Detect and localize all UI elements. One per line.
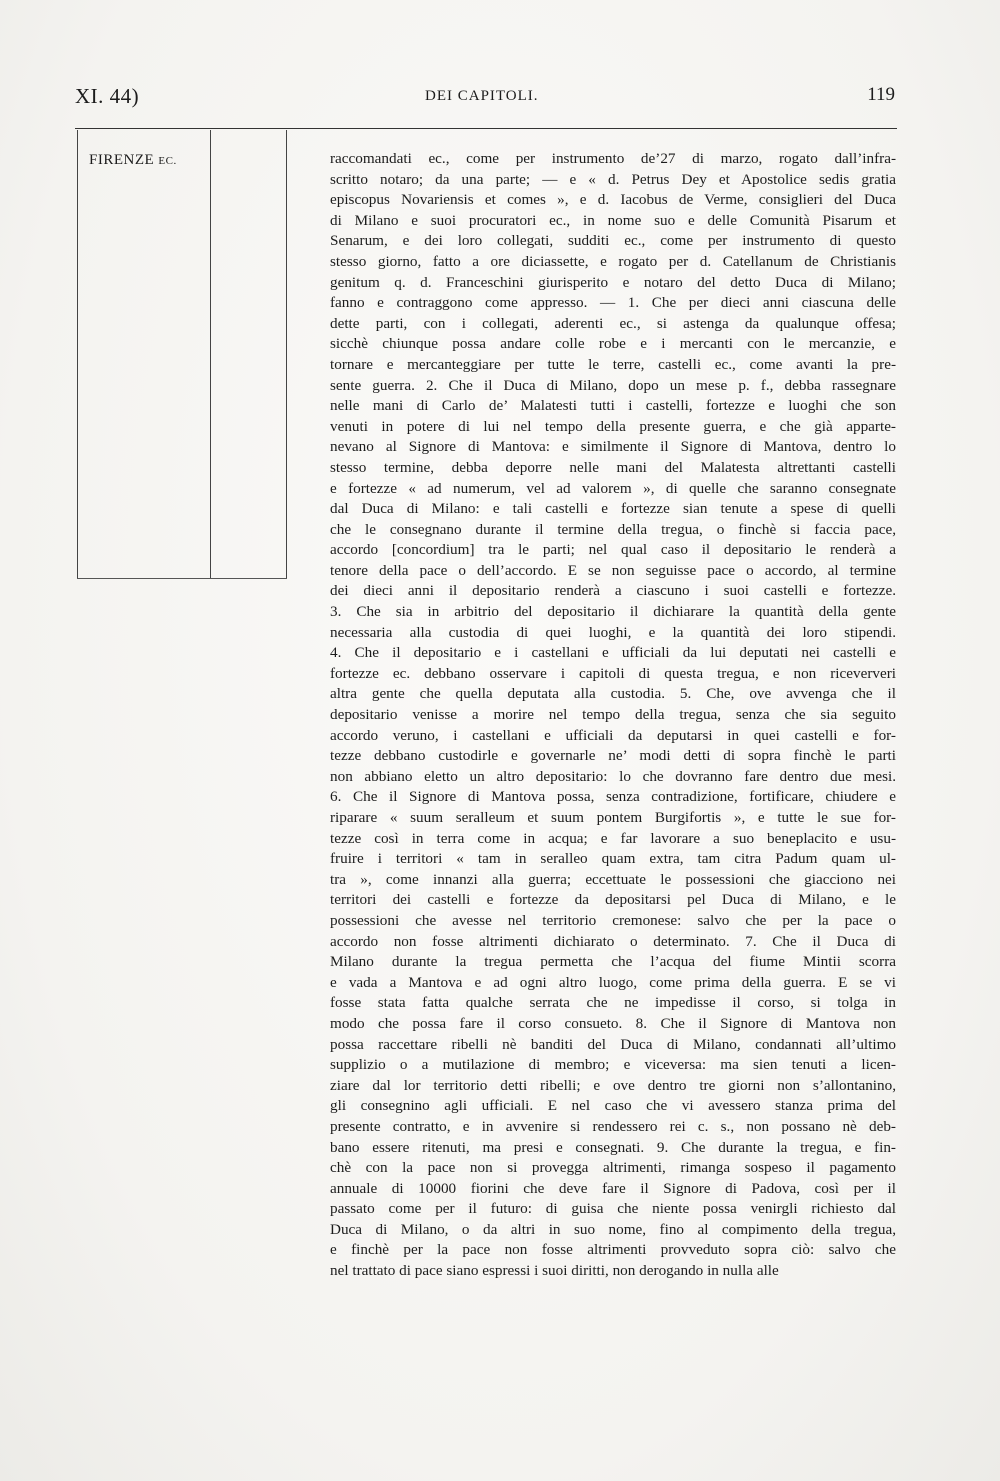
body-line: dal Duca di Milano: e tali castelli e fortezze sian tenute a spese di quelli <box>330 500 896 518</box>
body-line: episcopus Novariensis et comes », e d. Iacobus de Verme, consiglieri del Duca <box>330 191 896 209</box>
body-line: fanno e contraggono come appresso. — 1. Che per dieci anni ciascuna delle <box>330 294 896 312</box>
body-line: e finchè per la pace non fosse altrimenti provveduto sopra ciò: salvo che <box>330 1241 896 1259</box>
body-line: venuti in potere di lui nel tempo della presente guerra, e che già apparte- <box>330 417 896 435</box>
body-line: e vada a Mantova e ad ogni altro luogo, come prima della guerra. E se vi <box>330 973 896 991</box>
column-divider-left <box>77 130 78 578</box>
body-line: necessaria alla custodia di quei luoghi, e la quantità dei loro stipendi. <box>330 623 896 641</box>
body-line: non abbiano eletto un altro depositario: lo che dovranno fare dentro due mesi. <box>330 767 896 785</box>
column-divider-right <box>286 130 287 578</box>
sidebar-label <box>89 152 177 169</box>
body-line: bano essere ritenuti, ma presi e consegnati. 9. Che durante la tregua, e fin- <box>330 1138 896 1156</box>
body-line: depositario venisse a morire nel tempo della tregua, senza che sia seguito <box>330 706 896 724</box>
page-header <box>75 78 895 118</box>
header-volume-ref: XI. 44) <box>75 84 140 108</box>
header-rule <box>75 128 897 129</box>
body-line: riparare « suum seralleum et suum pontem Burgifortis », e tutte le sue for- <box>330 809 896 826</box>
body-line: fosse stata fatta qualche serrata che ne impedisse il corso, si tolga in <box>330 994 896 1012</box>
body-line: dette parti, con i collegati, aderenti ec., si astenga da qualunque offesa; <box>330 314 896 332</box>
header-title: DEI CAPITOLI. <box>425 88 539 104</box>
body-line: nevano al Signore di Mantova: e similmente il Signore di Mantova, dentro lo <box>330 438 896 456</box>
body-line: tezze così in terra come in acqua; e far lavorare a suo beneplacito e usu- <box>330 829 896 847</box>
body-line: gli consegnino agli ufficiali. E nel caso che vi avessero stanza prima del <box>330 1097 896 1115</box>
sidebar-label-abbrev: EC. <box>158 155 177 167</box>
body-line: altra gente che quella deputata alla custodia. 5. Che, ove avvenga che il <box>330 685 896 703</box>
body-line: possessioni che avesse nel territorio cremonese: salvo che per la pace o <box>330 911 896 929</box>
body-line: ziare dal lor territorio detti ribelli; e ove dentro tre giorni non s’allontanino, <box>330 1076 896 1094</box>
body-text <box>330 149 896 1282</box>
body-line: modo che possa fare il corso consueto. 8. Che il Signore di Mantova non <box>330 1014 896 1032</box>
body-line: tornare e mercanteggiare per tutte le terre, castelli ec., come avanti la pre- <box>330 355 896 373</box>
body-line: tra », come innanzi alla guerra; eccettuate le possessioni che giacciono nei <box>330 870 896 888</box>
body-line: Senarum, e dei loro collegati, sudditi ec., come per instrumento di questo <box>330 232 896 250</box>
body-line: accordo non fosse altrimenti dichiarato o determinato. 7. Che il Duca di <box>330 932 896 950</box>
body-line: e fortezze « ad numerum, vel ad valorem », di quelle che saranno consegnate <box>330 479 896 497</box>
body-line: chè con la pace non si provegga altrimenti, rimanga sospeso il pagamento <box>330 1159 896 1177</box>
body-line: scritto notaro; da una parte; — e « d. Petrus Dey et Apostolice sedis gratia <box>330 170 896 188</box>
body-line: tezze debbano custodirle e governarle ne’ modi detti di sopra finchè le parti <box>330 747 896 765</box>
body-line: raccomandati ec., come per instrumento de’27 di marzo, rogato dall’infra- <box>330 150 896 167</box>
body-line: territori dei castelli e fortezze da depositarsi pel Duca di Milano, e le <box>330 891 896 909</box>
column-divider-middle <box>210 130 211 578</box>
body-line: 3. Che sia in arbitrio del depositario il dichiarare la quantità della gente <box>330 603 896 621</box>
body-line: sente guerra. 2. Che il Duca di Milano, dopo un mese p. f., debba rassegnare <box>330 376 896 394</box>
body-line: supplizio o a mutilazione di membro; e viceversa: ma sien tenuti a licen- <box>330 1056 896 1074</box>
body-line: tenore della pace o dell’accordo. E se non seguisse pace o accordo, al termine <box>330 561 896 579</box>
sidebar-bottom-rule <box>77 578 287 579</box>
body-line: dei dieci anni il depositario renderà a ciascuno i suoi castelli e fortezze. <box>330 582 896 600</box>
body-line: che le consegnano durante il termine della tregua, o finchè si faccia pace, <box>330 520 896 538</box>
body-line: 4. Che il depositario e i castellani e ufficiali da lui deputati nei castelli e <box>330 644 896 662</box>
body-line: passato come per il futuro: di guisa che niente possa venirgli richiesto dal <box>330 1200 896 1218</box>
body-line: Duca di Milano, o da altri in suo nome, fino al compimento della tregua, <box>330 1220 896 1238</box>
sidebar-label-main: FIRENZE <box>89 152 155 168</box>
page-number: 119 <box>867 84 895 105</box>
body-line: stesso termine, debba deporre nelle mani del Malatesta altrettanti castelli <box>330 458 896 476</box>
body-line: fortezze ec. debbano osservare i capitoli di questa tregua, e non riceververi <box>330 664 896 682</box>
body-line: possa raccettare ribelli nè banditi del Duca di Milano, condannati all’ultimo <box>330 1035 896 1053</box>
body-line: sicchè chiunque possa andare colle robe e i mercanti con le mercanzie, e <box>330 335 896 353</box>
body-line: nel trattato di pace siano espressi i suoi diritti, non derogando in nulla alle <box>330 1262 779 1280</box>
body-line: nelle mani di Carlo de’ Malatesti tutti i castelli, fortezze e luoghi che son <box>330 397 896 415</box>
body-line: 6. Che il Signore di Mantova possa, senza contradizione, fortificare, chiudere e <box>330 788 896 806</box>
body-line: fruire i territori « tam in seralleo quam extra, tam citra Padum quam ul- <box>330 850 896 868</box>
body-line: di Milano e suoi procuratori ec., in nome suo e delle Comunità Pisarum et <box>330 211 896 229</box>
body-line: Milano durante la tregua permetta che l’acqua del fiume Mintii scorra <box>330 953 896 971</box>
body-line: accordo veruno, i castellani e ufficiali da deputarsi in quei castelli e for- <box>330 726 896 744</box>
body-line: annuale di 10000 fiorini che deve fare il Signore di Padova, così per il <box>330 1179 896 1197</box>
body-line: stesso giorno, fatto a ore diciassette, e rogato per d. Catellanum de Christianis <box>330 252 896 270</box>
body-line: genitum q. d. Franceschini giurisperito e notaro del detto Duca di Milano; <box>330 273 896 291</box>
body-line: accordo [concordium] tra le parti; nel qual caso il depositario le renderà a <box>330 541 896 559</box>
body-line: presente contratto, e in avvenire si rendessero rei c. s., non possano nè deb- <box>330 1117 896 1135</box>
